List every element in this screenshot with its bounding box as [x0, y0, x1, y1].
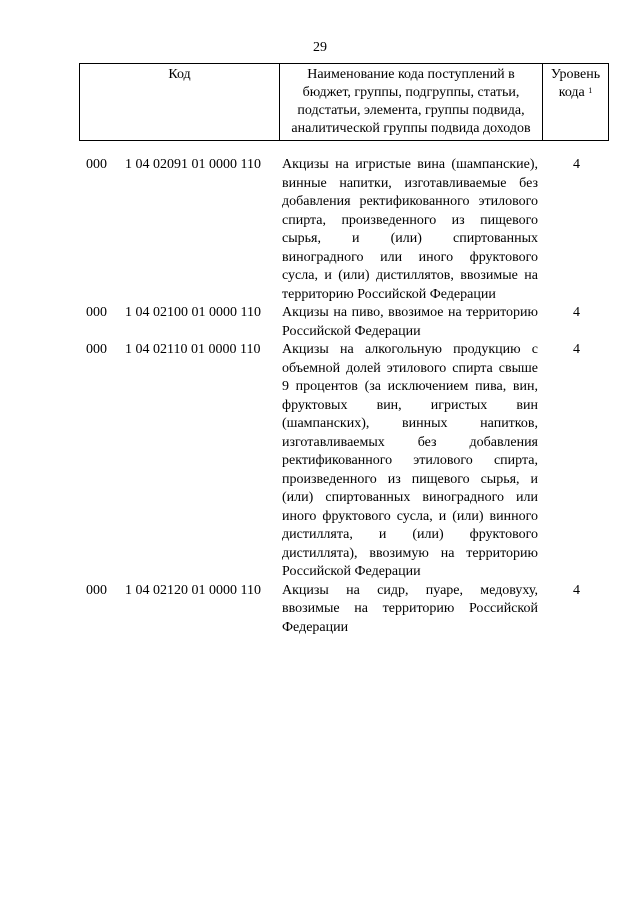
row-prefix: 000 — [86, 342, 107, 357]
row-name: Акцизы на пиво, ввозимое на территорию Российской Федерации — [282, 305, 538, 339]
table-row — [79, 156, 609, 304]
row-name: Акцизы на игристые вина (шампанские), винные напитки, изготавливаемые без добавления ректификованного этилового спирта, произведенного из пищевого сырья, и (или) спиртованных виноградного или иного фруктового сусла, и (или) дистиллятов, ввозимые на территорию Российской Федерации — [282, 157, 538, 302]
table-row — [79, 582, 609, 638]
row-prefix: 000 — [86, 305, 107, 320]
header-level-label: Уровень кода — [550, 67, 601, 100]
row-name: Акцизы на алкогольную продукцию с объемной долей этилового спирта свыше 9 процентов (за исключением пива, вин, фруктовых вин, игристых вин (шампанских), винных напитков, изготавливаемых без добавления ректификованного этилового спирта, произведенного из пищевого сырья, и (или) спиртованных виноградного или иного фруктового сусла, и (или) винного дистиллята, и (или) фруктового дистиллята), ввозимую на территорию Российской Федерации — [282, 342, 538, 579]
row-level: 4 — [573, 157, 580, 172]
row-level: 4 — [573, 342, 580, 357]
row-code: 1 04 02110 01 0000 110 — [125, 342, 261, 357]
table-row — [79, 341, 609, 582]
header-code: Код — [80, 64, 280, 141]
row-code: 1 04 02091 01 0000 110 — [125, 157, 261, 172]
header-name: Наименование кода поступлений в бюджет, группы, подгруппы, статьи, подстатьи, элемента, группы подвида, аналитической группы подвида доходов — [280, 64, 543, 141]
table-body — [79, 156, 609, 637]
row-level: 4 — [573, 582, 580, 598]
header-level — [543, 64, 609, 141]
footnote-mark: 1 — [588, 86, 593, 95]
row-level: 4 — [573, 305, 580, 320]
row-code: 1 04 02100 01 0000 110 — [125, 305, 261, 320]
row-prefix: 000 — [86, 582, 107, 598]
page-number: 29 — [313, 40, 327, 55]
row-prefix: 000 — [86, 157, 107, 172]
table-row — [79, 304, 609, 341]
row-code: 1 04 02120 01 0000 110 — [125, 582, 261, 598]
row-name: Акцизы на сидр, пуаре, медовуху, ввозимые на территорию Российской Федерации — [282, 582, 538, 635]
table-header — [79, 63, 609, 141]
